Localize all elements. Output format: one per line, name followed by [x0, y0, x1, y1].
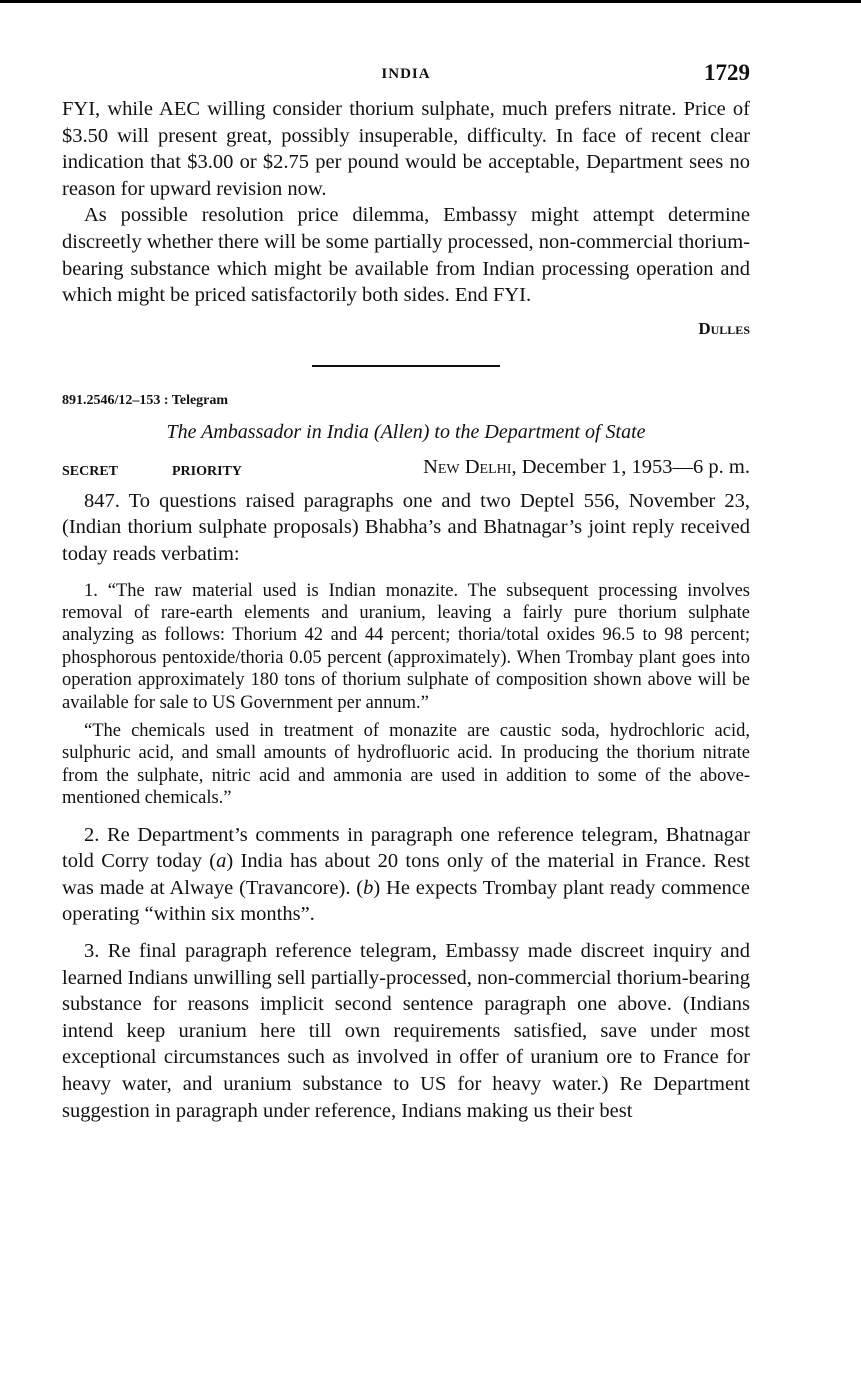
page-top-edge	[0, 0, 861, 3]
telegram-intro: 847. To questions raised paragraphs one and two Deptel 556, November 23, (Indian thorium sulphate proposals) Bhabha’s and Bhatnagar’s joint reply received today reads verbatim:	[62, 489, 750, 565]
section-divider	[312, 365, 500, 367]
paragraph-2-text-end: ) He expects Trombay plant ready commence operating “within six months”.	[62, 876, 750, 926]
paragraph-2	[62, 822, 750, 928]
quoted-reply-1: 1. “The raw material used is Indian monazite. The subsequent processing involves removal of rare-earth elements and uranium, leaving a fairly pure thorium sulphate analyzing as follows: Thorium 42 and 44 percent; thoria/total oxides 96.5 to 98 percent; phosphorous pentoxide/thoria 0.05 percent (approximately). When Trombay plant goes into operation approximately 180 tons of thorium sulphate of composition shown above will be available for sale to US Government per annum.”	[62, 580, 750, 713]
place: New Delhi,	[423, 455, 517, 478]
place-date	[423, 456, 750, 479]
paragraph-2-text: 2. Re Department’s comments in paragraph one reference telegram, Bhatnagar told Corry today (	[62, 823, 750, 873]
classification-secret: SECRET	[62, 463, 119, 479]
classification-priority: PRIORITY	[172, 463, 243, 479]
page-header	[62, 60, 750, 96]
paragraph-2-text-cont: ) India has about 20 tons only of the material in France. Rest was made at Alwaye (Travancore). (	[62, 850, 750, 899]
running-head: INDIA	[381, 66, 431, 82]
page-number: 1729	[704, 60, 750, 85]
paragraph-3: 3. Re final paragraph reference telegram, Embassy made discreet inquiry and learned Indians unwilling sell partially-processed, non-commercial thorium-bearing substance for reasons implicit second sentence paragraph one above. (Indians intend keep uranium here till own requirements satisfied, save under most exceptional circumstances such as involved in offer of uranium ore to France for heavy water, and uranium substance to US for heavy water.) Re Department suggestion in paragraph under reference, Indians making us their best	[62, 939, 750, 1122]
document-title: The Ambassador in India (Allen) to the Department of State	[166, 420, 646, 443]
document-page	[62, 60, 750, 1124]
prev-doc-paragraph-1: FYI, while AEC willing consider thorium sulphate, much prefers nitrate. Price of $3.50 will present great, possibly insuperable, difficulty. In face of recent clear indication that $3.00 or $2.75 per pound would be acceptable, Department sees no reason for upward revision now.	[62, 98, 750, 200]
dateline	[62, 456, 750, 486]
item-b: b	[363, 876, 374, 899]
prev-doc-paragraph-2: As possible resolution price dilemma, Embassy might attempt determine discreetly whether there will be some partially processed, non-commercial thorium-bearing substance which might be available from Indian processing operation and which might be priced satisfactorily both sides. End FYI.	[62, 204, 750, 307]
signature: Dulles	[698, 318, 750, 338]
quoted-reply-2: “The chemicals used in treatment of monazite are caustic soda, hydrochloric acid, sulphuric acid, and small amounts of hydrofluoric acid. In producing the thorium nitrate from the sulphate, nitric acid and ammonia are used in addition to some of the above-mentioned chemicals.”	[62, 720, 750, 809]
file-number: 891.2546/12–153 : Telegram	[62, 392, 229, 408]
date: December 1, 1953—6 p. m.	[516, 455, 750, 478]
item-a: a	[216, 850, 227, 873]
